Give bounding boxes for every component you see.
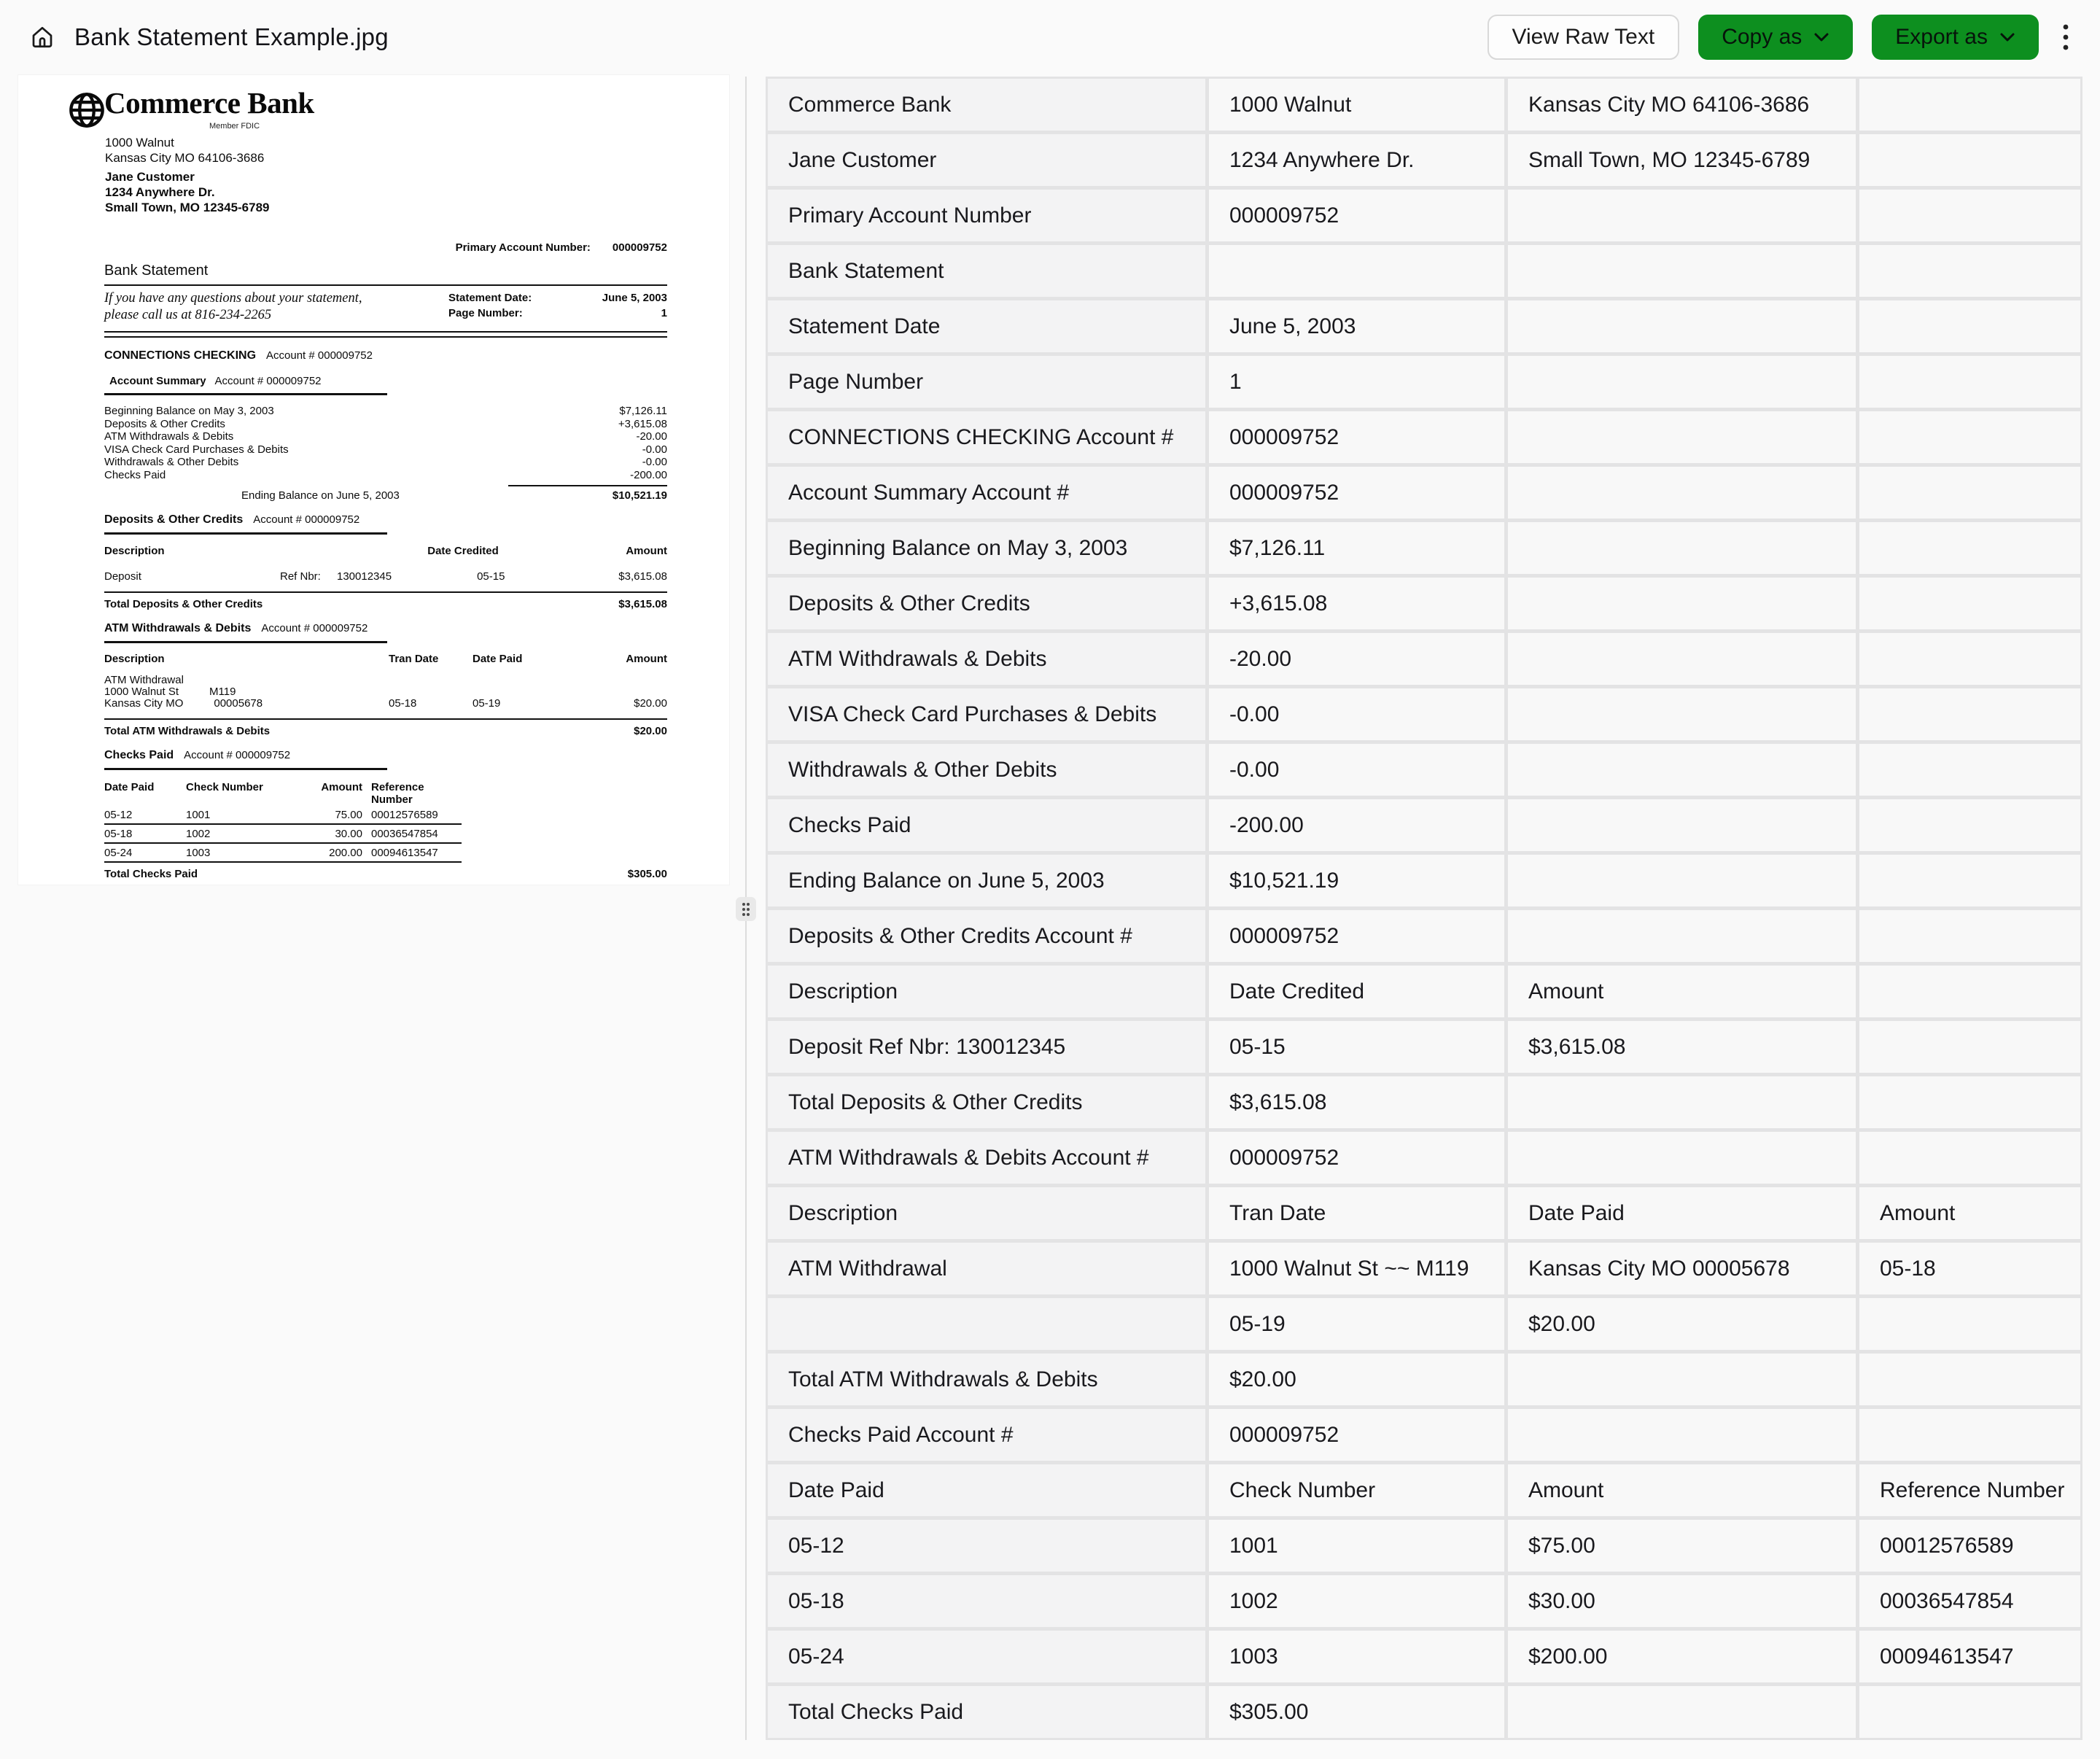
table-cell-r22-c1[interactable]: ATM Withdrawal bbox=[768, 1243, 1205, 1294]
check-cell: 05-12 bbox=[104, 809, 133, 821]
table-cell-r13-c4[interactable] bbox=[1859, 744, 2080, 796]
table-cell-r26-c4[interactable]: Reference Number bbox=[1859, 1464, 2080, 1516]
summary-amount: -20.00 bbox=[636, 430, 667, 443]
table-cell-r16-c2[interactable]: 000009752 bbox=[1209, 910, 1504, 962]
table-cell-r12-c4[interactable] bbox=[1859, 688, 2080, 740]
summary-label: VISA Check Card Purchases & Debits bbox=[104, 443, 289, 456]
kebab-icon bbox=[2062, 21, 2069, 53]
table-cell-r22-c2[interactable]: 1000 Walnut St ~~ M119 bbox=[1209, 1243, 1504, 1294]
total-deposits-row: Total Deposits & Other Credits $3,615.08 bbox=[104, 598, 667, 610]
table-cell-r14-c3[interactable] bbox=[1508, 799, 1856, 851]
table-cell-r11-c1[interactable]: ATM Withdrawals & Debits bbox=[768, 633, 1205, 685]
table-cell-r25-c2[interactable]: 000009752 bbox=[1209, 1409, 1504, 1461]
table-cell-r4-c2[interactable] bbox=[1209, 245, 1504, 297]
table-cell-r16-c4[interactable] bbox=[1859, 910, 2080, 962]
check-cell: 05-24 bbox=[104, 847, 133, 859]
table-cell-r19-c2[interactable]: $3,615.08 bbox=[1209, 1076, 1504, 1128]
table-cell-r29-c1[interactable]: 05-24 bbox=[768, 1631, 1205, 1682]
table-cell-r30-c2[interactable]: $305.00 bbox=[1209, 1686, 1504, 1738]
statement-body bbox=[104, 241, 667, 880]
table-cell-r25-c1[interactable]: Checks Paid Account # bbox=[768, 1409, 1205, 1461]
check-row bbox=[104, 806, 462, 825]
atm-heading: ATM Withdrawals & Debits Account # 000009752 bbox=[104, 622, 368, 634]
header-bar bbox=[0, 0, 2100, 74]
table-cell-r3-c2[interactable]: 000009752 bbox=[1209, 190, 1504, 241]
more-options-button[interactable] bbox=[2058, 17, 2074, 58]
atm-header-row: Description Tran Date Date Paid Amount bbox=[104, 653, 667, 665]
check-cell: 00094613547 bbox=[371, 847, 438, 859]
table-cell-r14-c4[interactable] bbox=[1859, 799, 2080, 851]
summary-label: Withdrawals & Other Debits bbox=[104, 456, 239, 468]
table-cell-r8-c3[interactable] bbox=[1508, 467, 1856, 519]
table-cell-r20-c3[interactable] bbox=[1508, 1132, 1856, 1184]
summary-amount: -200.00 bbox=[630, 468, 667, 481]
export-as-label: Export as bbox=[1895, 25, 1988, 49]
deposit-row: Deposit Ref Nbr: 130012345 05-15 $3,615.08 bbox=[104, 570, 667, 583]
table-cell-r13-c3[interactable] bbox=[1508, 744, 1856, 796]
table-cell-r6-c2[interactable]: 1 bbox=[1209, 356, 1504, 408]
summary-label: Beginning Balance on May 3, 2003 bbox=[104, 405, 274, 417]
table-cell-r2-c1[interactable]: Jane Customer bbox=[768, 134, 1205, 186]
table-cell-r10-c1[interactable]: Deposits & Other Credits bbox=[768, 578, 1205, 629]
table-cell-r16-c3[interactable] bbox=[1508, 910, 1856, 962]
summary-row bbox=[104, 469, 667, 482]
table-cell-r26-c2[interactable]: Check Number bbox=[1209, 1464, 1504, 1516]
table-cell-r26-c3[interactable]: Amount bbox=[1508, 1464, 1856, 1516]
drag-dots-icon bbox=[741, 901, 751, 917]
table-cell-r21-c2[interactable]: Tran Date bbox=[1209, 1187, 1504, 1239]
table-cell-r9-c2[interactable]: $7,126.11 bbox=[1209, 522, 1504, 574]
table-cell-r24-c4[interactable] bbox=[1859, 1354, 2080, 1405]
table-cell-r18-c2[interactable]: 05-15 bbox=[1209, 1021, 1504, 1073]
table-cell-r4-c4[interactable] bbox=[1859, 245, 2080, 297]
table-cell-r28-c1[interactable]: 05-18 bbox=[768, 1575, 1205, 1627]
bank-name: Commerce Bank bbox=[104, 86, 314, 120]
customer-address: Jane Customer 1234 Anywhere Dr. Small Town, MO 12345-6789 bbox=[105, 170, 270, 214]
table-cell-r21-c1[interactable]: Description bbox=[768, 1187, 1205, 1239]
table-cell-r30-c4[interactable] bbox=[1859, 1686, 2080, 1738]
header-actions bbox=[1488, 15, 2100, 60]
table-cell-r7-c2[interactable]: 000009752 bbox=[1209, 411, 1504, 463]
table-cell-r21-c4[interactable]: Amount bbox=[1859, 1187, 2080, 1239]
table-cell-r29-c3[interactable]: $200.00 bbox=[1508, 1631, 1856, 1682]
check-row bbox=[104, 844, 462, 863]
summary-label: Deposits & Other Credits bbox=[104, 417, 225, 430]
table-cell-r20-c1[interactable]: ATM Withdrawals & Debits Account # bbox=[768, 1132, 1205, 1184]
table-cell-r27-c2[interactable]: 1001 bbox=[1209, 1520, 1504, 1572]
table-cell-r5-c2[interactable]: June 5, 2003 bbox=[1209, 300, 1504, 352]
statement-date-block: Statement Date: June 5, 2003 Page Number: 1 bbox=[448, 292, 667, 319]
check-cell: 200.00 bbox=[329, 847, 362, 859]
check-cell: 1003 bbox=[186, 847, 211, 859]
section-rule bbox=[104, 393, 387, 395]
table-cell-r11-c3[interactable] bbox=[1508, 633, 1856, 685]
table-cell-r17-c2[interactable]: Date Credited bbox=[1209, 966, 1504, 1017]
table-cell-r2-c3[interactable]: Small Town, MO 12345-6789 bbox=[1508, 134, 1856, 186]
table-cell-r9-c1[interactable]: Beginning Balance on May 3, 2003 bbox=[768, 522, 1205, 574]
table-cell-r8-c4[interactable] bbox=[1859, 467, 2080, 519]
table-cell-r27-c4[interactable]: 00012576589 bbox=[1859, 1520, 2080, 1572]
table-cell-r13-c1[interactable]: Withdrawals & Other Debits bbox=[768, 744, 1205, 796]
section-rule bbox=[104, 532, 387, 535]
table-cell-r9-c3[interactable] bbox=[1508, 522, 1856, 574]
panel-resize-handle[interactable] bbox=[736, 897, 756, 921]
check-cell: 00036547854 bbox=[371, 828, 438, 840]
table-cell-r28-c4[interactable]: 00036547854 bbox=[1859, 1575, 2080, 1627]
table-cell-r19-c1[interactable]: Total Deposits & Other Credits bbox=[768, 1076, 1205, 1128]
table-cell-r12-c1[interactable]: VISA Check Card Purchases & Debits bbox=[768, 688, 1205, 740]
summary-amount: -0.00 bbox=[642, 456, 667, 468]
table-cell-r4-c1[interactable]: Bank Statement bbox=[768, 245, 1205, 297]
table-cell-r4-c3[interactable] bbox=[1508, 245, 1856, 297]
table-cell-r24-c1[interactable]: Total ATM Withdrawals & Debits bbox=[768, 1354, 1205, 1405]
summary-row bbox=[104, 456, 667, 469]
table-cell-r10-c4[interactable] bbox=[1859, 578, 2080, 629]
checks-rows bbox=[104, 806, 667, 863]
table-cell-r15-c3[interactable] bbox=[1508, 855, 1856, 906]
total-atm-row: Total ATM Withdrawals & Debits $20.00 bbox=[104, 725, 667, 737]
account-summary-rows bbox=[104, 405, 667, 481]
table-cell-r27-c3[interactable]: $75.00 bbox=[1508, 1520, 1856, 1572]
summary-row bbox=[104, 443, 667, 457]
checks-heading: Checks Paid Account # 000009752 bbox=[104, 749, 291, 761]
table-cell-r22-c3[interactable]: Kansas City MO 00005678 bbox=[1508, 1243, 1856, 1294]
table-cell-r24-c3[interactable] bbox=[1508, 1354, 1856, 1405]
table-cell-r23-c4[interactable] bbox=[1859, 1298, 2080, 1350]
divider-rule bbox=[104, 331, 667, 338]
check-cell: 30.00 bbox=[335, 828, 362, 840]
table-cell-r18-c4[interactable] bbox=[1859, 1021, 2080, 1073]
table-cell-r25-c4[interactable] bbox=[1859, 1409, 2080, 1461]
header-left bbox=[0, 23, 389, 51]
rule bbox=[104, 718, 667, 720]
check-cell: 00012576589 bbox=[371, 809, 438, 821]
primary-account-row: Primary Account Number: 000009752 bbox=[455, 241, 667, 254]
check-cell: 05-18 bbox=[104, 828, 133, 840]
table-cell-r20-c2[interactable]: 000009752 bbox=[1209, 1132, 1504, 1184]
table-cell-r27-c1[interactable]: 05-12 bbox=[768, 1520, 1205, 1572]
table-cell-r3-c1[interactable]: Primary Account Number bbox=[768, 190, 1205, 241]
table-cell-r7-c1[interactable]: CONNECTIONS CHECKING Account # bbox=[768, 411, 1205, 463]
table-cell-r30-c1[interactable]: Total Checks Paid bbox=[768, 1686, 1205, 1738]
table-cell-r1-c1[interactable]: Commerce Bank bbox=[768, 79, 1205, 131]
table-cell-r14-c2[interactable]: -200.00 bbox=[1209, 799, 1504, 851]
table-cell-r1-c3[interactable]: Kansas City MO 64106-3686 bbox=[1508, 79, 1856, 131]
page-title: Bank Statement Example.jpg bbox=[74, 23, 389, 50]
table-cell-r25-c3[interactable] bbox=[1508, 1409, 1856, 1461]
table-cell-r1-c4[interactable] bbox=[1859, 79, 2080, 131]
rule bbox=[104, 591, 667, 593]
section-rule bbox=[104, 768, 387, 770]
table-cell-r10-c3[interactable] bbox=[1508, 578, 1856, 629]
check-row bbox=[104, 825, 462, 844]
table-cell-r28-c3[interactable]: $30.00 bbox=[1508, 1575, 1856, 1627]
check-cell: 1001 bbox=[186, 809, 211, 821]
deposits-heading: Deposits & Other Credits Account # 000009752 bbox=[104, 513, 360, 526]
table-cell-r29-c2[interactable]: 1003 bbox=[1209, 1631, 1504, 1682]
summary-row bbox=[104, 405, 667, 418]
table-cell-r26-c1[interactable]: Date Paid bbox=[768, 1464, 1205, 1516]
summary-amount: $7,126.11 bbox=[619, 405, 667, 417]
table-cell-r15-c4[interactable] bbox=[1859, 855, 2080, 906]
table-cell-r18-c3[interactable]: $3,615.08 bbox=[1508, 1021, 1856, 1073]
table-cell-r8-c1[interactable]: Account Summary Account # bbox=[768, 467, 1205, 519]
table-cell-r7-c4[interactable] bbox=[1859, 411, 2080, 463]
home-icon bbox=[29, 24, 55, 50]
table-cell-r6-c3[interactable] bbox=[1508, 356, 1856, 408]
table-cell-r24-c2[interactable]: $20.00 bbox=[1209, 1354, 1504, 1405]
chevron-down-icon bbox=[1813, 32, 1829, 42]
table-cell-r29-c4[interactable]: 00094613547 bbox=[1859, 1631, 2080, 1682]
table-cell-r15-c1[interactable]: Ending Balance on June 5, 2003 bbox=[768, 855, 1205, 906]
table-cell-r20-c4[interactable] bbox=[1859, 1132, 2080, 1184]
table-cell-r11-c2[interactable]: -20.00 bbox=[1209, 633, 1504, 685]
account-type-heading: CONNECTIONS CHECKING Account # 000009752 bbox=[104, 349, 373, 362]
table-cell-r3-c4[interactable] bbox=[1859, 190, 2080, 241]
account-summary-heading: Account Summary Account # 000009752 bbox=[109, 375, 322, 387]
questions-note: If you have any questions about your statement, please call us at 816-234-2265 bbox=[104, 291, 362, 322]
table-cell-r5-c3[interactable] bbox=[1508, 300, 1856, 352]
table-cell-r6-c1[interactable]: Page Number bbox=[768, 356, 1205, 408]
bank-address: 1000 Walnut Kansas City MO 64106-3686 bbox=[105, 136, 265, 165]
atm-row: ATM Withdrawal 1000 Walnut St M119 Kansas City MO 00005678 05-18 05-19 $20.00 bbox=[104, 674, 667, 710]
table-cell-r5-c4[interactable] bbox=[1859, 300, 2080, 352]
table-cell-r6-c4[interactable] bbox=[1859, 356, 2080, 408]
table-cell-r21-c3[interactable]: Date Paid bbox=[1508, 1187, 1856, 1239]
table-cell-r30-c3[interactable] bbox=[1508, 1686, 1856, 1738]
copy-as-button[interactable] bbox=[1698, 15, 1853, 60]
extracted-table bbox=[768, 79, 2080, 1738]
table-cell-r13-c2[interactable]: -0.00 bbox=[1209, 744, 1504, 796]
table-cell-r7-c3[interactable] bbox=[1508, 411, 1856, 463]
check-cell: 75.00 bbox=[335, 809, 362, 821]
table-cell-r19-c4[interactable] bbox=[1859, 1076, 2080, 1128]
table-cell-r14-c1[interactable]: Checks Paid bbox=[768, 799, 1205, 851]
table-cell-r5-c1[interactable]: Statement Date bbox=[768, 300, 1205, 352]
table-cell-r10-c2[interactable]: +3,615.08 bbox=[1209, 578, 1504, 629]
bank-statement-document bbox=[18, 75, 729, 885]
table-cell-r23-c3[interactable]: $20.00 bbox=[1508, 1298, 1856, 1350]
copy-as-label: Copy as bbox=[1722, 25, 1802, 49]
table-cell-r2-c4[interactable] bbox=[1859, 134, 2080, 186]
table-cell-r17-c1[interactable]: Description bbox=[768, 966, 1205, 1017]
table-cell-r18-c1[interactable]: Deposit Ref Nbr: 130012345 bbox=[768, 1021, 1205, 1073]
summary-label: ATM Withdrawals & Debits bbox=[104, 430, 234, 443]
table-cell-r12-c3[interactable] bbox=[1508, 688, 1856, 740]
export-as-button[interactable] bbox=[1872, 15, 2039, 60]
view-raw-text-label: View Raw Text bbox=[1512, 25, 1655, 49]
table-cell-r23-c1[interactable] bbox=[768, 1298, 1205, 1350]
table-cell-r28-c2[interactable]: 1002 bbox=[1209, 1575, 1504, 1627]
summary-row bbox=[104, 418, 667, 431]
view-raw-text-button[interactable] bbox=[1488, 15, 1680, 60]
subtotal-rule bbox=[508, 485, 667, 486]
bank-logo-globe-icon bbox=[68, 91, 106, 129]
table-cell-r9-c4[interactable] bbox=[1859, 522, 2080, 574]
table-cell-r8-c2[interactable]: 000009752 bbox=[1209, 467, 1504, 519]
summary-amount: -0.00 bbox=[642, 443, 667, 456]
table-cell-r17-c3[interactable]: Amount bbox=[1508, 966, 1856, 1017]
home-button[interactable] bbox=[29, 24, 55, 50]
table-cell-r23-c2[interactable]: 05-19 bbox=[1209, 1298, 1504, 1350]
section-rule bbox=[104, 641, 387, 643]
table-cell-r3-c3[interactable] bbox=[1508, 190, 1856, 241]
document-preview-panel bbox=[18, 75, 729, 885]
deposits-header-row: Description Date Credited Amount bbox=[104, 545, 667, 557]
table-cell-r19-c3[interactable] bbox=[1508, 1076, 1856, 1128]
extracted-table-panel bbox=[766, 77, 2082, 1740]
summary-label: Checks Paid bbox=[104, 468, 166, 481]
summary-row bbox=[104, 430, 667, 443]
table-cell-r11-c4[interactable] bbox=[1859, 633, 2080, 685]
table-cell-r2-c2[interactable]: 1234 Anywhere Dr. bbox=[1209, 134, 1504, 186]
statement-title: Bank Statement bbox=[104, 263, 667, 286]
chevron-down-icon bbox=[1999, 32, 2015, 42]
total-checks-row: Total Checks Paid $305.00 bbox=[104, 868, 667, 880]
checks-header-row: Date Paid Check Number Amount Reference Number bbox=[104, 781, 424, 806]
table-cell-r22-c4[interactable]: 05-18 bbox=[1859, 1243, 2080, 1294]
table-cell-r12-c2[interactable]: -0.00 bbox=[1209, 688, 1504, 740]
member-fdic: Member FDIC bbox=[209, 122, 260, 131]
ending-balance-row: Ending Balance on June 5, 2003 $10,521.19 bbox=[241, 489, 667, 502]
summary-amount: +3,615.08 bbox=[618, 417, 667, 430]
table-cell-r17-c4[interactable] bbox=[1859, 966, 2080, 1017]
table-cell-r1-c2[interactable]: 1000 Walnut bbox=[1209, 79, 1504, 131]
table-cell-r15-c2[interactable]: $10,521.19 bbox=[1209, 855, 1504, 906]
check-cell: 1002 bbox=[186, 828, 211, 840]
statement-info bbox=[104, 290, 667, 330]
table-cell-r16-c1[interactable]: Deposits & Other Credits Account # bbox=[768, 910, 1205, 962]
